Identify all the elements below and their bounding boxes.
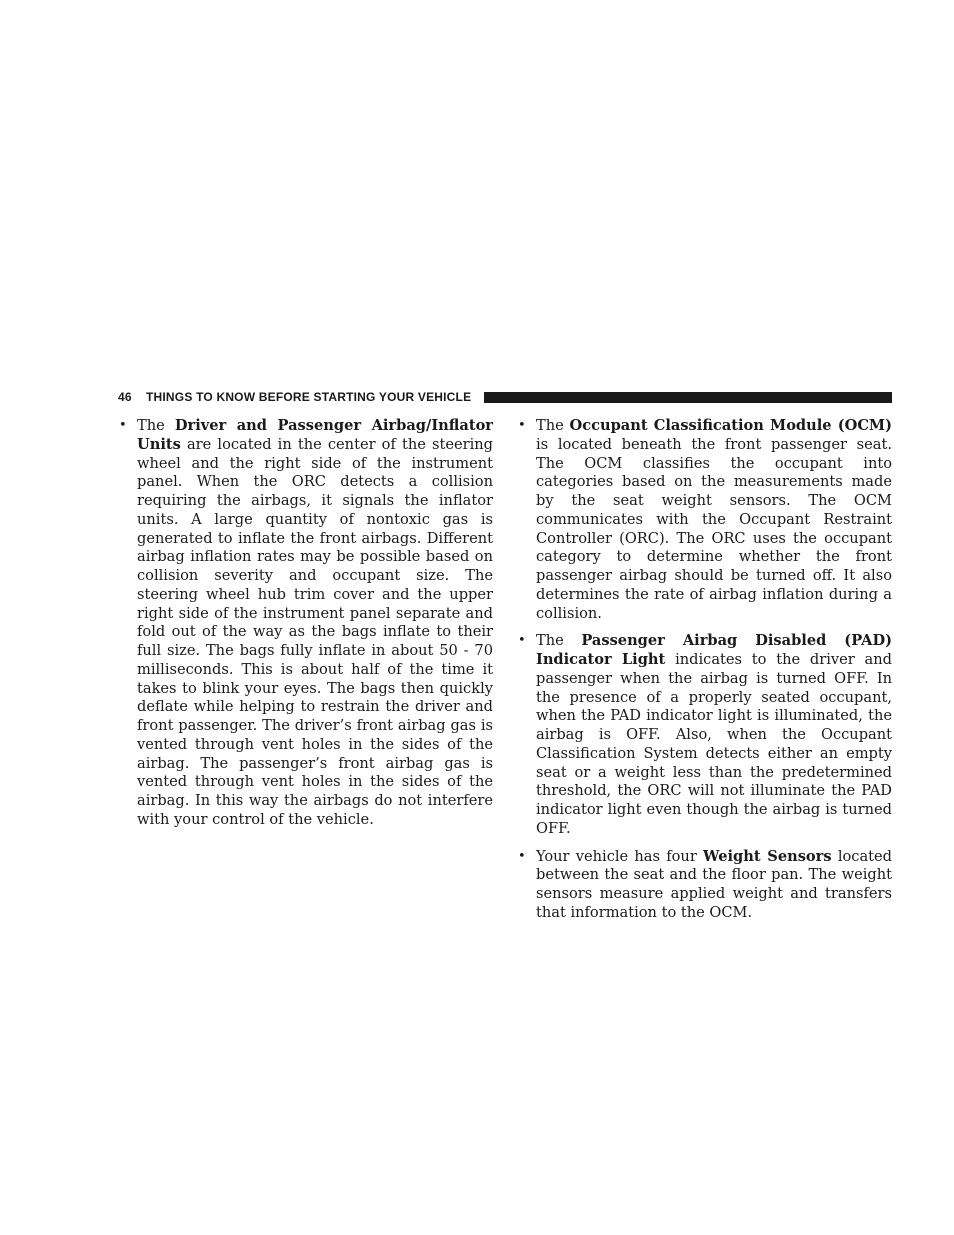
item-bold-term: Weight Sensors (703, 847, 832, 865)
item-text: located between the seat and the floor pan. The weight sensors measure applied weight and transfers that information to the OCM. (536, 847, 892, 921)
header-rule-bar (484, 392, 892, 403)
page-header (118, 389, 892, 405)
bullet-icon: • (518, 418, 526, 433)
right-column (515, 417, 892, 932)
item-intro: The (536, 632, 564, 650)
left-column (116, 417, 493, 839)
bullet-icon: • (119, 418, 127, 433)
item-bold-term: Driver and Passenger Airbag/Inflator Units (137, 417, 493, 453)
section-title: THINGS TO KNOW BEFORE STARTING YOUR VEHICLE (146, 390, 472, 404)
item-bold-term: Occupant Classification Module (OCM) (569, 417, 892, 434)
item-intro: The (137, 417, 165, 434)
item-text: are located in the center of the steering wheel and the right side of the instrument panel. When the ORC detects a collision requiring the airbags, it signals the inflator units. A large quantity of nontoxic gas is generated to inflate the front airbags. Different airbag inflation rates may be possible based on collision severity and occupant size. The steering wheel hub trim cover and the upper right side of the instrument panel separate and fold out of the way as the bags inflate to their full size. The bags fully inflate in about 50 - 70 milliseconds. This is about half of the time it takes to blink your eyes. The bags then quickly deflate while helping to restrain the driver and front passenger. The driver’s front airbag gas is vented through vent holes in the sides of the airbag. The passenger’s front airbag gas is vented through vent holes in the sides of the airbag. In this way the airbags do not interfere with your control of the vehicle. (137, 435, 493, 828)
item-text: indicates to the driver and passenger when the airbag is turned OFF. In the presence of a properly seated occupant, when the PAD indicator light is illuminated, the airbag is OFF. Also, when the Occupant Classification System detects either an empty seat or a weight less than the predetermined threshold, the ORC will not illuminate the PAD indicator light even though the airbag is turned OFF. (536, 651, 892, 837)
bullet-item-weight-sensors (515, 848, 892, 923)
item-intro: Your vehicle has four (536, 847, 697, 865)
page-number: 46 (118, 390, 132, 404)
item-intro: The (536, 417, 564, 434)
item-bold-term: Passenger Airbag Disabled (PAD) Indicator Light (536, 632, 892, 668)
bullet-item-airbag-inflator-units (116, 417, 493, 830)
bullet-icon: • (518, 848, 526, 864)
bullet-item-ocm (515, 417, 892, 623)
bullet-item-pad-indicator (515, 632, 892, 838)
bullet-icon: • (518, 633, 526, 649)
item-text: is located beneath the front passenger seat. The OCM classifies the occupant into categories based on the measurements made by the seat weight sensors. The OCM communicates with the Occupant Restraint Controller (ORC). The ORC uses the occupant category to determine whether the front passenger airbag should be turned off. It also determines the rate of airbag inflation during a collision. (536, 435, 892, 622)
